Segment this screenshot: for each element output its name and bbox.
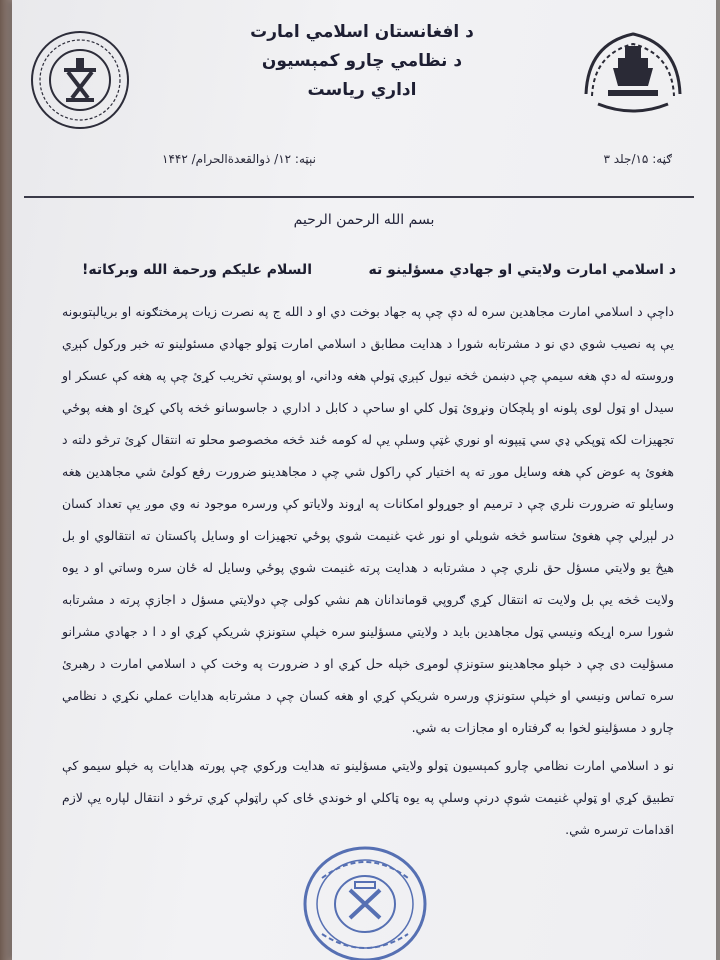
body-paragraph-2: نو د اسلامي امارت نظامي چارو کمېسيون ټولو ولايتي مسؤلينو ته هدايت ورکوي چې پورته هدايات په خپلو سيمو کې تطبيق کړي او ټولې غنيمت شوې درنې وسلې په يوه ټاکلي او خوندي ځای کې راټولې کړي ترڅو د انتقال لپاره يې لازم اقدامات ترسره شي. bbox=[62, 758, 674, 837]
letterhead-title bbox=[212, 18, 512, 105]
salutation-line: السلام عليکم ورحمة الله وبرکاته! bbox=[82, 262, 312, 278]
emirate-emblem-icon bbox=[578, 24, 688, 120]
letter-body bbox=[62, 296, 674, 852]
reference-row bbox=[12, 152, 716, 176]
header-line-emirate: د افغانستان اسلامي امارت bbox=[250, 22, 474, 42]
commission-seal-icon bbox=[28, 28, 132, 132]
photo-background-edge bbox=[0, 0, 12, 960]
body-paragraph-1: داچې د اسلامي امارت مجاهدين سره له دې چې په جهاد بوخت دي او د الله ج په نصرت زيات پرمختګونه او بريالېتوبونه يې په نصيب شوي دي نو د مشرتابه شورا د هدايت مطابق د اسلامي امارت ټولو جهادي مسئولينو ته خبر ورکول کېږي وروسته له دې هغه سيمې چې دښمن څخه نيول کېږي ټولې هغه وداني، او پوستې تخريب کړئ چې په هغه کې عسکر او سيدل او ټول لوی پلونه او پلچکان ونړوئ ټول کلي او ساحې د کابل د اداري د جاسوسانو څخه پاکي کړئ او هغه پوځي تجهيزات لکه ټوپکي ډي سي ټيپونه او نوري غټې وسلې يې له کومه ځند څخه مخصوصو محلو ته انتقال کړئ ترڅو دلته د هغوئ په عوض کې هغه وسايل موږ ته په اختيار کې راکول شي چې د مجاهدينو ضرورت رفع کولئ شي مجاهدين هغه وسايلو ته ضرورت نلري چې د ترميم او جوړولو امکانات په اړوند ولاياتو کې ورسره موجود نه وي موږ يې تعداد کسان در لېږلي چې هغوئ ستاسو څخه شوېلي او نور غټ غنيمت شوي پوځي تجهيزات او وسايل پاکستان ته انتقالوي او بل هيڅ يو ولايتي مسؤل حق نلري چې د مشرتابه د هدايت پرته غنيمت شوي پوځي وسايل له ځان سره وساتي او د يوه ولايت څخه يې بل ولايت ته انتقال کړي ګروپي قوماندانان هم نشي کولی چې دولايتي مسؤل د اجازې پرته د مشرتابه شورا سره اړيکه ونيسي ټول مجاهدين بايد د ولايتي مسؤلينو سره خپلې ستونزې شريکې کړي او د ا د جهادي مشرانو مسؤليت دی چې د خپلو مجاهدينو ستونزې لومړی خپله حل کړي او د ضرورت په وخت کې د اسلامي امارت د رهبرئ سره تماس ونيسي او خپلې ستونزې ورسره شريکې کړي او هغه کسان چې د مشرتابه هدايات عملي نکړي د نظامي چارو د مسؤلينو لخوا به ګرفتاره او مجازات به شي. bbox=[62, 304, 674, 735]
letterhead bbox=[12, 18, 716, 118]
bismillah-heading: بسم الله الرحمن الرحيم bbox=[293, 212, 435, 228]
official-stamp-icon bbox=[300, 838, 430, 960]
letter-page bbox=[12, 0, 716, 960]
address-row bbox=[12, 262, 716, 290]
header-line-directorate: اداري رياست bbox=[307, 80, 417, 100]
reference-date: نېټه: ۱۲/ ذوالقعدةالحرام/ ۱۴۴۲ bbox=[162, 152, 316, 166]
header-line-commission: د نظامي چارو کمېسيون bbox=[261, 51, 463, 71]
header-divider bbox=[24, 196, 694, 198]
addressee-line: د اسلامي امارت ولايتي او جهادي مسؤلينو ته bbox=[368, 262, 676, 278]
reference-number: ګڼه: ۱۵/جلد ۳ bbox=[603, 152, 672, 166]
